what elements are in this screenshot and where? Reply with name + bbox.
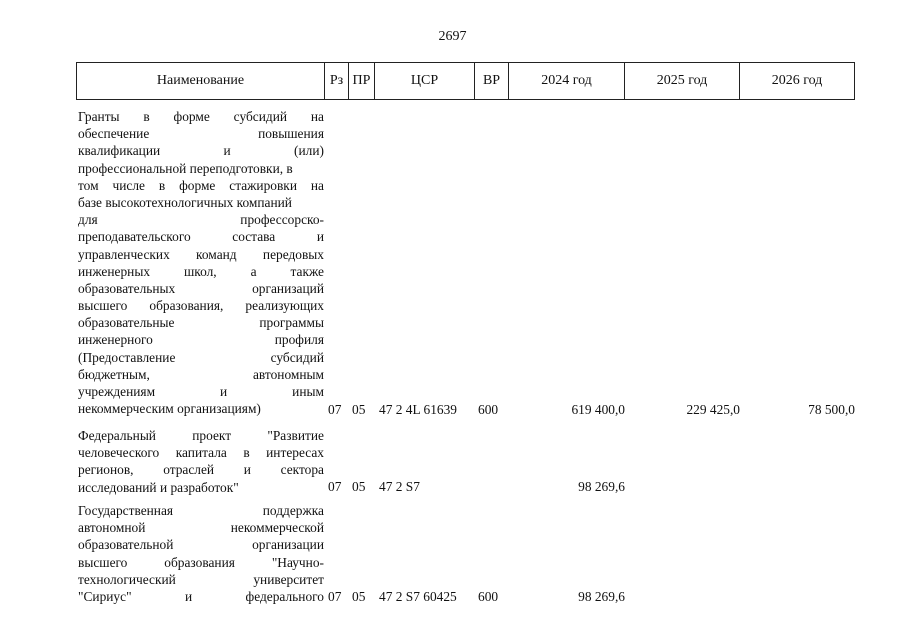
cell-pr: 05 [352,402,366,417]
name-line: том числе в форме стажировки на [78,177,324,193]
cell-vr: 600 [478,402,499,417]
row-name-text [78,108,324,417]
name-line: управленческих команд передовых [78,246,324,262]
table-header [76,62,855,100]
cell-2026: 78 500,0 [808,402,855,417]
name-line: "Сириус" и федерального [78,588,324,604]
header-vr: ВР [475,63,509,99]
cell-2024: 619 400,0 [571,402,625,417]
name-line: обеспечение повышения [78,126,324,142]
row-name-text [78,427,324,496]
name-line: бюджетным, автономным [78,366,324,382]
header-2026: 2026 год [771,73,823,88]
header-2025: 2025 год [625,63,740,99]
cell-csr: 47 2 S7 [379,479,420,494]
name-line: Государственная поддержка [78,503,324,518]
name-line: базе высокотехнологичных компаний [78,194,292,210]
cell-2024: 98 269,6 [578,589,625,604]
cell-csr: 47 2 4L 61639 [379,402,457,417]
name-line: технологический университет [78,571,324,587]
header-pr: ПР [349,63,375,99]
page-number: 2697 [438,29,467,44]
name-line: человеческого капитала в интересах [78,445,324,461]
name-line: регионов, отраслей и сектора [78,462,324,478]
name-line: автономной некоммерческой [78,520,324,536]
name-line: высшего образования "Научно- [78,554,324,570]
cell-csr: 47 2 S7 60425 [379,589,457,604]
name-line: образовательных организаций [78,280,324,296]
name-line: учреждениям и иным [78,384,324,399]
header-rz: Рз [325,63,349,99]
name-line: Гранты в форме субсидий на [78,109,324,124]
name-line: инженерных школ, а также [78,263,324,279]
name-line: квалификации и (или) [78,143,324,159]
row-name-text [78,502,324,605]
name-line: для профессорско- [78,212,324,228]
header-name: Наименование [77,63,325,99]
header-2024: 2024 год [509,63,625,99]
cell-rz: 07 [328,589,342,604]
name-line: Федеральный проект "Развитие [78,428,324,443]
cell-pr: 05 [352,479,366,494]
name-line: высшего образования, реализующих [78,298,324,314]
cell-vr: 600 [478,589,499,604]
name-line: (Предоставление субсидий [78,349,324,365]
cell-2024: 98 269,6 [578,479,625,494]
name-line: профессиональной переподготовки, в [78,160,293,176]
name-line: исследований и разработок" [78,479,239,495]
name-line: некоммерческим организациям) [78,401,261,417]
cell-pr: 05 [352,589,366,604]
name-line: преподавательского состава и [78,229,324,245]
cell-rz: 07 [328,402,342,417]
name-line: образовательной организации [78,537,324,553]
cell-rz: 07 [328,479,342,494]
header-csr: ЦСР [375,63,475,99]
cell-2025: 229 425,0 [686,402,740,417]
name-line: образовательные программы [78,315,324,331]
name-line: инженерного профиля [78,332,324,348]
